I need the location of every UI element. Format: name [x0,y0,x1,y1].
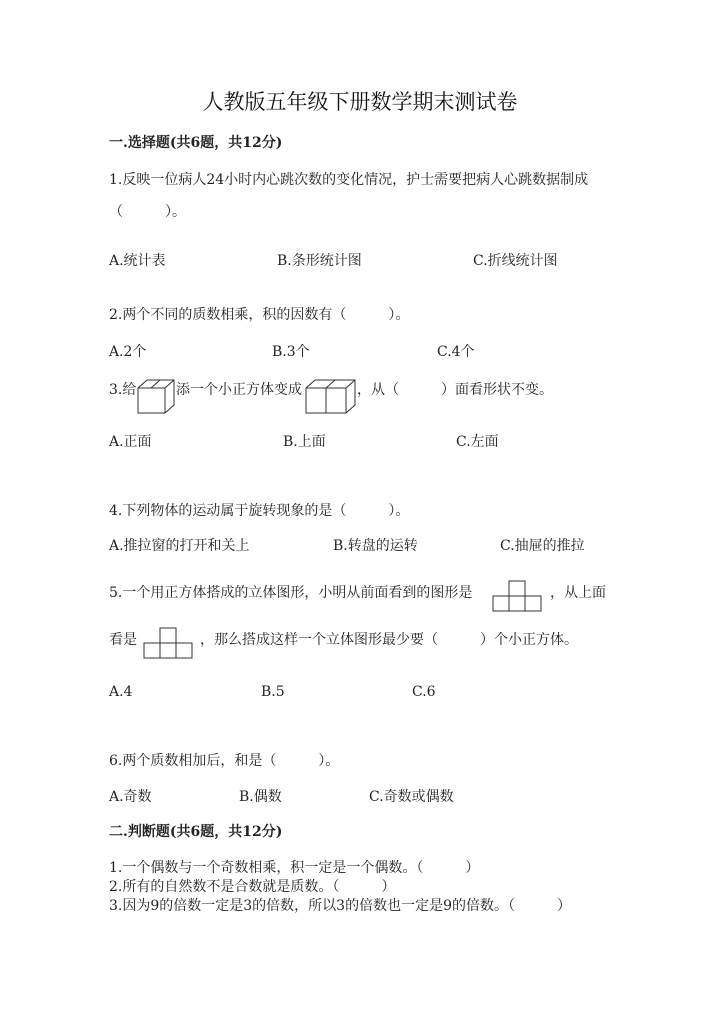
question-5-line-1-end: ，从上面 [550,585,606,601]
top-view-figure [143,627,195,659]
judgment-item-1: 1.一个偶数与一个奇数相乘，积一定是一个偶数。（ ） [109,860,480,876]
three-cube-figure [305,375,359,415]
question-6-option-b: B.偶数 [239,789,282,805]
section-2-heading: 二.判断题(共6题，共12分) [109,824,283,840]
question-1-text: 1.反映一位病人24小时内心跳次数的变化情况，护士需要把病人心跳数据制成 [109,172,589,188]
judgment-item-3: 3.因为9的倍数一定是3的倍数，所以3的倍数也一定是9的倍数。（ ） [109,898,571,914]
question-2-option-b: B.3个 [272,344,310,360]
question-5-option-b: B.5 [261,684,285,700]
question-6-text: 6.两个质数相加后，和是（ ）。 [109,753,340,769]
question-1-option-a: A.统计表 [109,253,166,269]
front-view-figure [492,580,544,612]
section-1-heading: 一.选择题(共6题，共12分) [109,135,283,151]
question-4-option-b: B.转盘的运转 [333,538,418,554]
question-3-middle: 添一个小正方体变成 [176,382,302,398]
question-5-line-1: 5.一个用正方体搭成的立体图形，小明从前面看到的图形是 [109,585,473,601]
question-4-option-c: C.抽屉的推拉 [500,538,585,554]
question-2-option-a: A.2个 [109,344,147,360]
question-1-blank: （ ）。 [109,204,186,220]
question-6-option-a: A.奇数 [109,789,152,805]
page-title: 人教版五年级下册数学期末测试卷 [202,90,518,114]
question-3-option-b: B.上面 [283,434,326,450]
question-3-prefix: 3.给 [109,382,137,398]
two-cube-figure [137,375,177,415]
question-4-text: 4.下列物体的运动属于旋转现象的是（ ）。 [109,503,410,519]
question-6-option-c: C.奇数或偶数 [369,789,454,805]
question-2-option-c: C.4个 [437,344,475,360]
question-4-option-a: A.推拉窗的打开和关上 [109,538,250,554]
question-3-suffix: ，从（ ）面看形状不变。 [357,382,553,398]
question-3-option-a: A.正面 [109,434,152,450]
question-5-line-2-start: 看是 [109,632,137,648]
question-5-option-a: A.4 [109,684,133,700]
question-3-option-c: C.左面 [456,434,499,450]
question-5-option-c: C.6 [412,684,436,700]
question-1-option-b: B.条形统计图 [277,253,362,269]
question-5-line-2-end: ，那么搭成这样一个立体图形最少要（ ）个小正方体。 [200,632,578,648]
question-1-option-c: C.折线统计图 [473,253,558,269]
judgment-item-2: 2.所有的自然数不是合数就是质数。（ ） [109,879,396,895]
question-2-text: 2.两个不同的质数相乘，积的因数有（ ）。 [109,307,410,323]
